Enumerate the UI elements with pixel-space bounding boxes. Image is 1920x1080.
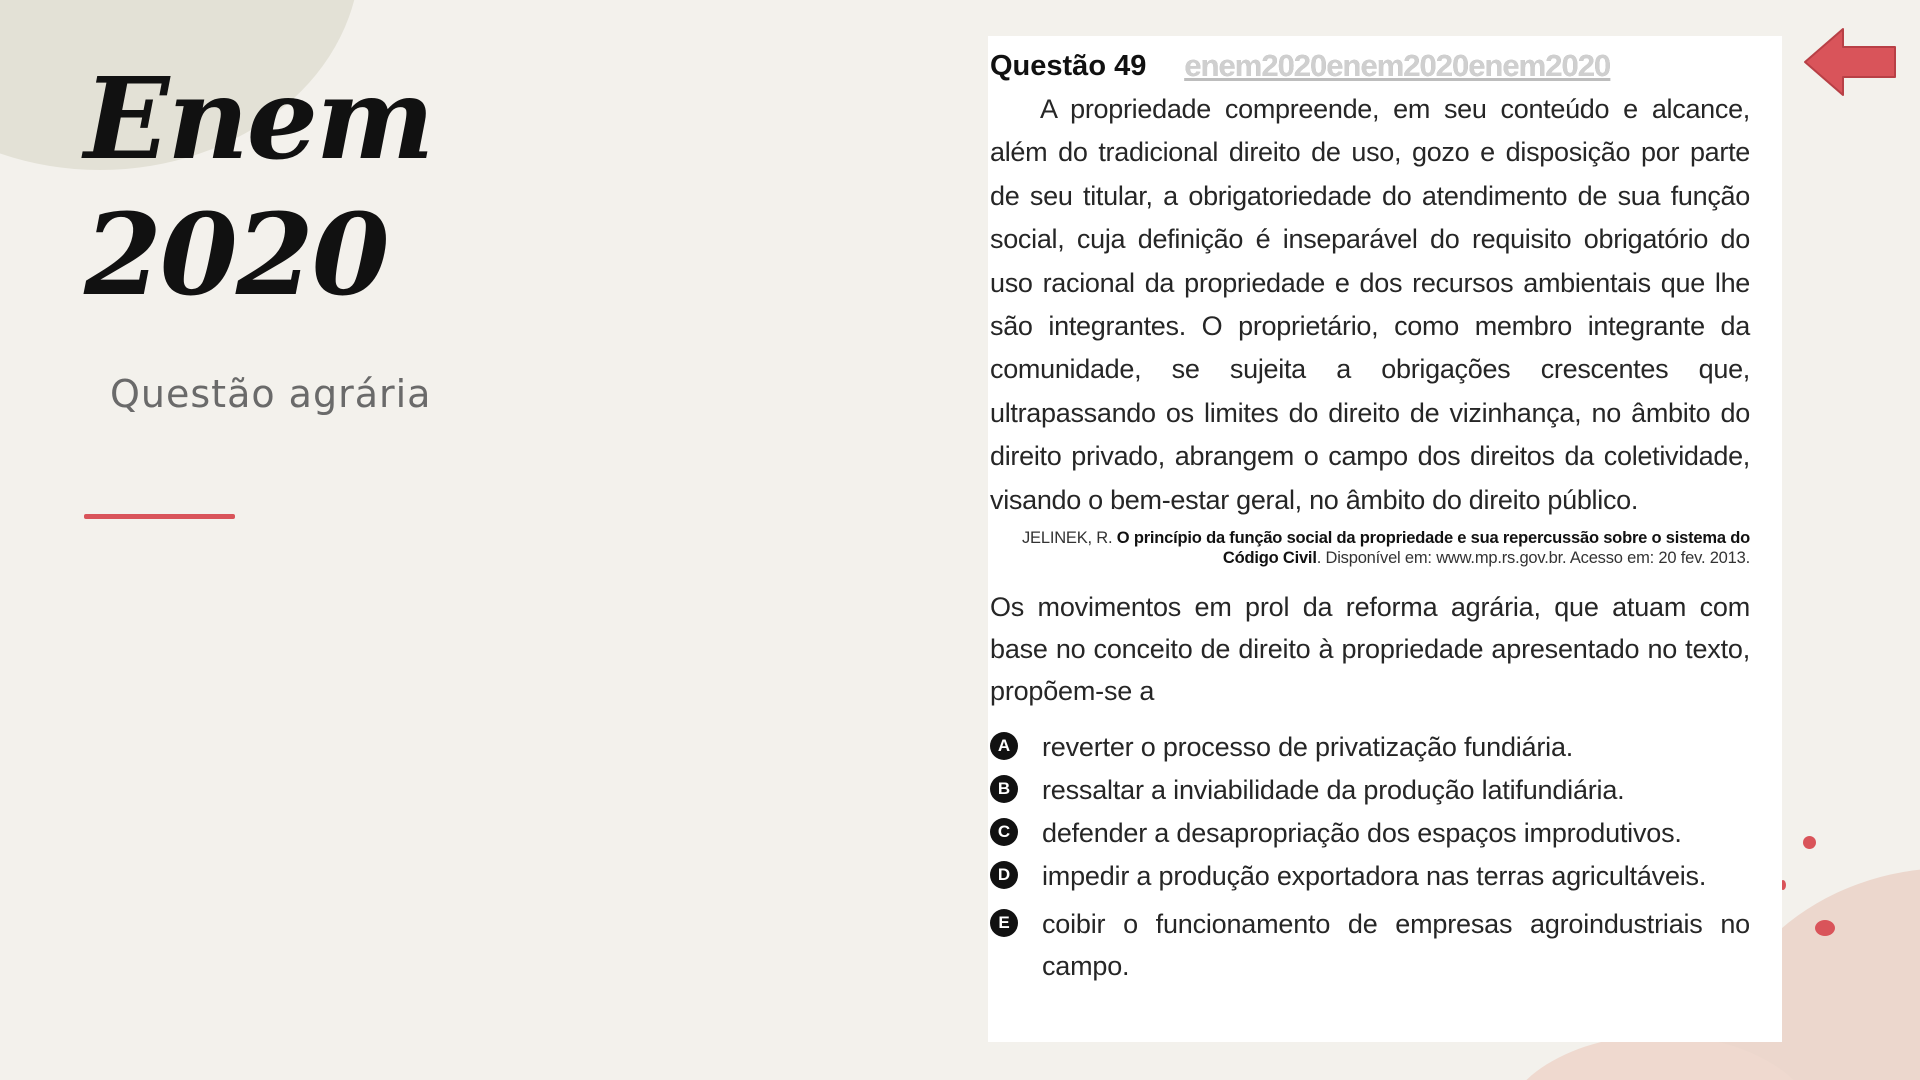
answer-option-b[interactable] xyxy=(990,769,1750,811)
answer-option-a[interactable] xyxy=(990,726,1750,768)
option-letter-badge: A xyxy=(990,732,1018,760)
option-letter-badge: C xyxy=(990,818,1018,846)
option-text: reverter o processo de privatização fundiária. xyxy=(1042,732,1574,763)
answer-option-d[interactable] xyxy=(990,855,1750,897)
answer-option-e[interactable] xyxy=(990,903,1750,987)
watermark: enem2020enem2020enem2020 xyxy=(1184,48,1734,84)
option-letter-badge: B xyxy=(990,775,1018,803)
option-text: ressaltar a inviabilidade da produção latifundiária. xyxy=(1042,775,1625,806)
decorative-dot xyxy=(1815,920,1835,936)
question-prompt: Os movimentos em prol da reforma agrária, que atuam com base no conceito de direito à propriedade apresentado no texto, propõem-se a xyxy=(990,592,1750,707)
citation-author: JELINEK, R. xyxy=(1021,529,1113,548)
slide-title xyxy=(84,52,433,324)
arrow-left-icon[interactable] xyxy=(1803,27,1897,97)
question-content xyxy=(990,44,1750,988)
citation-source: . Disponível em: www.mp.rs.gov.br. Acesso em: 20 fev. 2013. xyxy=(1316,549,1750,568)
slide-title-line-1: Enem xyxy=(84,54,433,185)
question-number: Questão 49 xyxy=(990,49,1147,82)
question-header xyxy=(990,44,1750,88)
slide-subtitle: Questão agrária xyxy=(110,372,432,416)
citation-title: O princípio da função social da propriedade e sua repercussão sobre o sistema do Código Civil xyxy=(1116,529,1750,568)
option-text: impedir a produção exportadora nas terras agricultáveis. xyxy=(1042,861,1707,892)
question-image xyxy=(988,36,1782,1042)
question-passage: A propriedade compreende, em seu conteúdo e alcance, além do tradicional direito de uso, gozo e disposição por parte de seu titular, a obrigatoriedade do atendimento de sua função social, cuja definição é inseparável do requisito obrigatório do uso racional da propriedade e dos recursos ambientais que lhe são integrantes. O proprietário, como membro integrante da comunidade, se sujeita a obrigações crescentes que, ultrapassando os limites do direito de vizinhança, no âmbito do direito privado, abrangem o campo dos direitos da coletividade, visando o bem-estar geral, no âmbito do direito público. xyxy=(990,94,1750,515)
slide-title-line-2: 2020 xyxy=(84,190,388,321)
answer-options xyxy=(990,726,1750,987)
option-text: defender a desapropriação dos espaços improdutivos. xyxy=(1042,818,1682,849)
option-letter-badge: D xyxy=(990,861,1018,889)
decorative-dot xyxy=(1803,836,1816,849)
passage-citation xyxy=(990,528,1750,568)
option-letter-badge: E xyxy=(990,909,1018,937)
accent-divider xyxy=(84,514,235,519)
option-text: coibir o funcionamento de empresas agroindustriais no campo. xyxy=(1042,909,1750,982)
answer-option-c[interactable] xyxy=(990,812,1750,854)
